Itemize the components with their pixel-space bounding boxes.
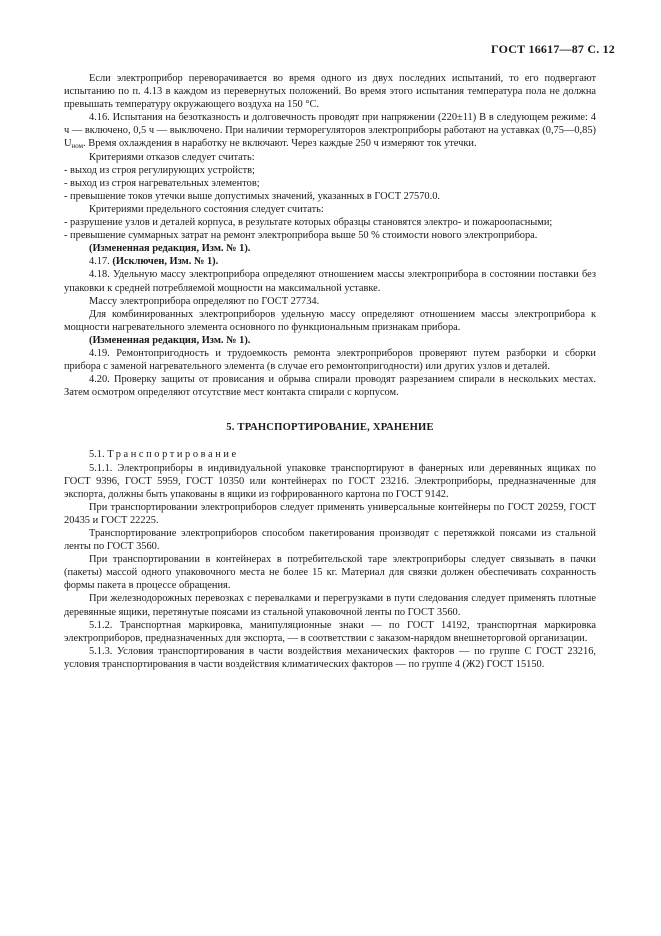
subsection-heading <box>64 448 596 461</box>
paragraph-4-17 <box>64 255 596 268</box>
paragraph: Транспортирование электроприборов способом пакетирования производят с перетяжкой поясами из стальной ленты по ГОСТ 3560. <box>64 528 596 553</box>
amendment-note: (Исключен, Изм. № 1). <box>112 256 219 268</box>
paragraph: Массу электроприбора определяют по ГОСТ 27734. <box>89 295 320 307</box>
amendment-note: (Измененная редакция, Изм. № 1). <box>89 243 251 255</box>
paragraph-5-1-1: 5.1.1. Электроприборы в индивидуальной упаковке транспортируют в фанерных или деревянных ящиках по ГОСТ 9396, ГОСТ 5959, ГОСТ 10350 или контейнерах по ГОСТ 23216. Электроприборы, предназначенные для экспорта, должны быть упакованы в ящики из гофрированного картона по ГОСТ 9142. <box>64 462 596 500</box>
paragraph: При транспортировании электроприборов следует применять универсальные контейнеры по ГОСТ 20259, ГОСТ 20435 и ГОСТ 22225. <box>64 501 596 526</box>
paragraph-text: 4.16. Испытания на безотказность и долговечность проводят при напряжении (220±11) В в следующем режиме: 4 ч — включено, 0,5 ч — выключено. При наличии терморегуляторов электроприборы работают на уставках (0,75—0,85) U <box>64 112 596 150</box>
list-item: - выход из строя регулирующих устройств; <box>64 164 255 176</box>
paragraph-text: . Время охлаждения в наработку не включают. Через каждые 250 ч измеряют ток утечки. <box>83 138 477 150</box>
paragraph-5-1-3: 5.1.3. Условия транспортирования в части воздействия механических факторов — по группе С ГОСТ 23216, условия транспортирования в части воздействия климатических факторов — по группе 4 (Ж2) ГОСТ 15150. <box>64 645 596 670</box>
list-item: - разрушение узлов и деталей корпуса, в результате которых образцы становятся электро- и пожароопасными; <box>64 217 553 229</box>
paragraph-4-18: 4.18. Удельную массу электроприбора определяют отношением массы электроприбора в состоянии поставки без упаковки к средней потребляемой мощности на максимальной уставке. <box>64 269 596 294</box>
paragraph-number: 4.17. <box>89 256 113 268</box>
document-body <box>64 72 596 671</box>
subscript-nom: ном <box>71 142 84 151</box>
paragraph: При железнодорожных перевозках с перевалками и перегрузками в пути следования следует применять плотные деревянные ящики, перетянутые поясами из стальной упаковочной ленты по ГОСТ 3560. <box>64 593 596 618</box>
list-item: - превышение токов утечки выше допустимых значений, указанных в ГОСТ 27570.0. <box>64 190 441 202</box>
section-title: 5. ТРАНСПОРТИРОВАНИЕ, ХРАНЕНИЕ <box>226 422 434 434</box>
subsection-title: Транспортирование <box>107 449 239 461</box>
paragraph-4-20: 4.20. Проверку защиты от провисания и обрыва спирали проводят разрезанием спирали в нескольких местах. Затем осмотром определяют отсутствие мест контакта спирали с корпусом. <box>64 374 596 399</box>
subsection-number: 5.1. <box>89 449 108 461</box>
paragraph-4-19: 4.19. Ремонтопригодность и трудоемкость ремонта электроприборов проверяют путем разборки и сборки прибора с заменой нагревательного элемента (в случае его ремонтопригодности) или других узлов и деталей. <box>64 347 596 373</box>
paragraph: Если электроприбор переворачивается во время одного из двух последних испытаний, то его подвергают испытанию по п. 4.13 в каждом из перевернутых положений. Во время этого испытания температура пола не должна превышать температуру окружающего воздуха на 150 °С. <box>64 73 596 111</box>
running-header: ГОСТ 16617—87 С. 12 <box>491 42 615 56</box>
paragraph: Для комбинированных электроприборов удельную массу определяют отношением массы электроприбора к мощности нагревательного элемента основного по функциональным признакам прибора. <box>64 308 596 333</box>
list-item: - выход из строя нагревательных элементов; <box>64 177 260 189</box>
paragraph-5-1-2: 5.1.2. Транспортная маркировка, манипуляционные знаки — по ГОСТ 14192, транспортная маркировка электроприборов, предназначенных для экспорта, — в соответствии с заказом-нарядом внешнеторговой организации. <box>64 619 596 644</box>
amendment-note: (Измененная редакция, Изм. № 1). <box>89 334 251 346</box>
paragraph: Критериями отказов следует считать: <box>89 151 255 163</box>
paragraph: Критериями предельного состояния следует считать: <box>89 203 324 215</box>
paragraph: При транспортировании в контейнерах в потребительской таре электроприборы следует связывать в пачки (пакеты) массой одного упаковочного места не более 15 кг. Материал для связки должен обеспечивать сохранность формы пакета в процессе обращения. <box>64 554 596 592</box>
list-item: - превышение суммарных затрат на ремонт электроприбора выше 50 % стоимости нового электроприбора. <box>64 230 538 242</box>
paragraph-4-16 <box>64 111 596 150</box>
